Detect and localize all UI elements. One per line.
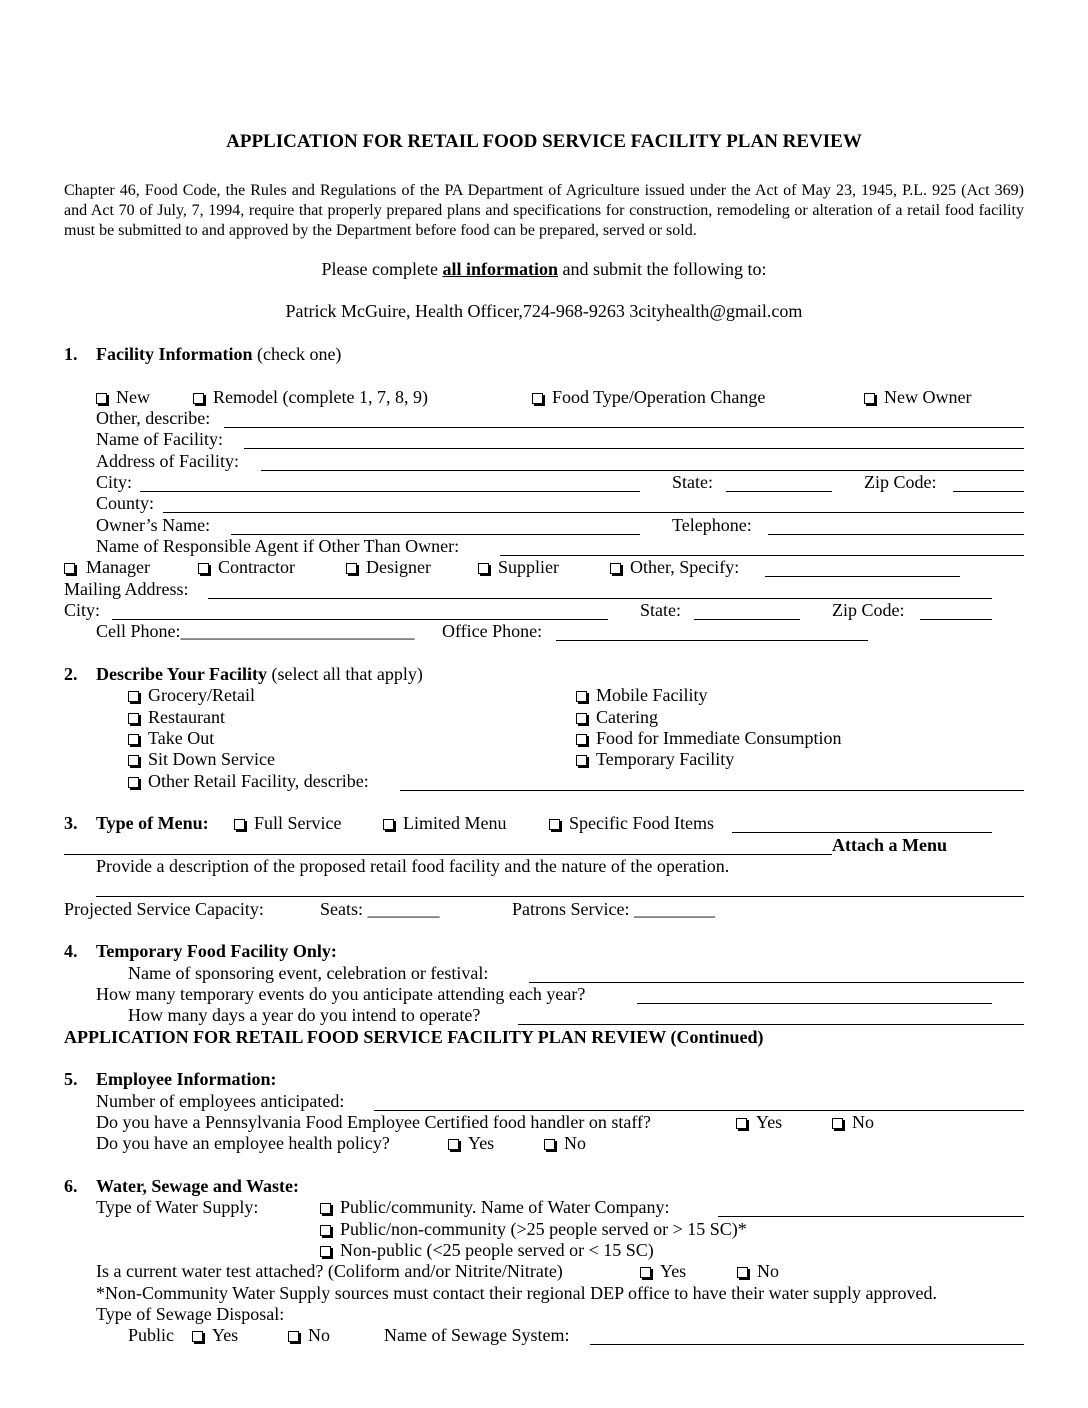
water-test-no[interactable] bbox=[737, 1261, 779, 1282]
section-2-hint: (select all that apply) bbox=[266, 664, 423, 684]
checkbox[interactable] bbox=[478, 563, 489, 574]
role-manager[interactable] bbox=[64, 557, 150, 578]
facility-description-label: Provide a description of the proposed retail food facility and the nature of the operation. bbox=[96, 856, 730, 876]
option-label: Restaurant bbox=[148, 707, 225, 727]
checkbox[interactable] bbox=[128, 713, 139, 724]
checkbox[interactable] bbox=[128, 777, 139, 788]
page-title: APPLICATION FOR RETAIL FOOD SERVICE FACILITY PLAN REVIEW bbox=[226, 131, 862, 152]
water-public-community[interactable] bbox=[320, 1197, 670, 1218]
events-per-year-label: How many temporary events do you anticipate attending each year? bbox=[96, 984, 586, 1004]
checkbox[interactable] bbox=[128, 691, 139, 702]
option-label: Yes bbox=[660, 1261, 687, 1281]
section-2-title: Describe Your Facility bbox=[96, 664, 267, 684]
sewage-public-no[interactable] bbox=[288, 1325, 330, 1346]
section-2-number: 2. bbox=[64, 664, 78, 684]
service-capacity-label: Projected Service Capacity: bbox=[64, 899, 264, 919]
menu-limited[interactable] bbox=[383, 813, 506, 834]
intro-paragraph: Chapter 46, Food Code, the Rules and Regulations of the PA Department of Agriculture issued under the Act of May 23, 1945, P.L. 925 (Act 369) and Act 70 of July, 7, 1994, require that properly prepared plans and specifications for construction, remodeling or alteration of a retail food facility must be submitted to and approved by the Department before food can be prepared, served or sold. bbox=[64, 182, 1024, 239]
checkbox[interactable] bbox=[736, 1118, 747, 1129]
checkbox[interactable] bbox=[576, 691, 587, 702]
employee-count-field[interactable] bbox=[374, 1110, 1024, 1111]
noncommunity-note: *Non-Community Water Supply sources must contact their regional DEP office to have their water supply approved. bbox=[96, 1283, 938, 1303]
menu-full-service[interactable] bbox=[234, 813, 342, 834]
section-1-number: 1. bbox=[64, 344, 78, 364]
submit-emphasis: all information bbox=[442, 259, 558, 279]
facility-type-grocery[interactable] bbox=[128, 685, 255, 706]
section-1-heading bbox=[96, 344, 341, 365]
mailing-zip-field[interactable] bbox=[920, 619, 992, 620]
option-label: Specific Food Items bbox=[569, 813, 714, 833]
health-policy-no[interactable] bbox=[544, 1133, 586, 1154]
section-6-number: 6. bbox=[64, 1176, 78, 1196]
attach-menu-note: Attach a Menu bbox=[832, 835, 947, 855]
zip-field[interactable] bbox=[953, 491, 1024, 492]
mailing-state-label: State: bbox=[640, 600, 681, 620]
option-label: No bbox=[852, 1112, 874, 1132]
sewage-system-field[interactable] bbox=[590, 1344, 1024, 1345]
option-label: No bbox=[757, 1261, 779, 1281]
option-label: Supplier bbox=[498, 557, 559, 577]
option-label: Non-public (<25 people served or < 15 SC) bbox=[340, 1240, 654, 1260]
checkbox[interactable] bbox=[576, 755, 587, 766]
mailing-address-field[interactable] bbox=[208, 598, 992, 599]
state-field[interactable] bbox=[726, 491, 832, 492]
employee-count-label: Number of employees anticipated: bbox=[96, 1091, 345, 1111]
checkbox[interactable] bbox=[448, 1139, 459, 1150]
cell-phone-label[interactable]: Cell Phone:__________________________ bbox=[96, 621, 415, 641]
mailing-state-field[interactable] bbox=[694, 619, 800, 620]
checkbox[interactable] bbox=[576, 734, 587, 745]
checkbox[interactable] bbox=[549, 819, 560, 830]
option-label: Yes bbox=[756, 1112, 783, 1132]
facility-type-take-out[interactable] bbox=[128, 728, 214, 749]
sewage-system-label: Name of Sewage System: bbox=[384, 1325, 570, 1345]
checkbox[interactable] bbox=[832, 1118, 843, 1129]
sewage-disposal-label: Type of Sewage Disposal: bbox=[96, 1304, 285, 1324]
owner-name-label: Owner’s Name: bbox=[96, 515, 211, 535]
events-per-year-field[interactable] bbox=[637, 1003, 992, 1004]
role-other[interactable] bbox=[610, 557, 739, 578]
facility-type-temporary[interactable] bbox=[576, 749, 734, 770]
role-contractor[interactable] bbox=[198, 557, 295, 578]
option-label: Food Type/Operation Change bbox=[552, 387, 766, 407]
option-label: New bbox=[116, 387, 150, 407]
section-5-number: 5. bbox=[64, 1069, 78, 1089]
water-supply-label: Type of Water Supply: bbox=[96, 1197, 259, 1217]
option-label: No bbox=[564, 1133, 586, 1153]
section-4-number: 4. bbox=[64, 941, 78, 961]
sewage-public-label: Public bbox=[128, 1325, 175, 1345]
facility-address-label: Address of Facility: bbox=[96, 451, 239, 471]
contact-info: Patrick McGuire, Health Officer,724-968-9263 3cityhealth@gmail.com bbox=[285, 301, 803, 321]
mailing-city-field[interactable] bbox=[112, 619, 608, 620]
health-policy-yes[interactable] bbox=[448, 1133, 494, 1154]
option-label: Public/non-community (>25 people served or > 15 SC)* bbox=[340, 1219, 747, 1239]
mailing-zip-label: Zip Code: bbox=[832, 600, 905, 620]
checkbox[interactable] bbox=[128, 734, 139, 745]
days-per-year-field[interactable] bbox=[518, 1024, 1024, 1025]
option-remodel[interactable] bbox=[193, 387, 428, 408]
certified-yes[interactable] bbox=[736, 1112, 782, 1133]
checkbox[interactable] bbox=[192, 1331, 203, 1342]
owner-name-field[interactable] bbox=[231, 534, 640, 535]
option-new[interactable] bbox=[96, 387, 150, 408]
checkbox[interactable] bbox=[576, 713, 587, 724]
option-label: Sit Down Service bbox=[148, 749, 275, 769]
sewage-public-yes[interactable] bbox=[192, 1325, 238, 1346]
county-label: County: bbox=[96, 493, 155, 513]
checkbox[interactable] bbox=[96, 393, 107, 404]
facility-type-catering[interactable] bbox=[576, 707, 658, 728]
mailing-city-label: City: bbox=[64, 600, 101, 620]
checkbox[interactable] bbox=[234, 819, 245, 830]
city-field[interactable] bbox=[140, 491, 640, 492]
checkbox[interactable] bbox=[320, 1203, 331, 1214]
checkbox[interactable] bbox=[737, 1267, 748, 1278]
facility-description-field[interactable] bbox=[96, 896, 1024, 897]
checkbox[interactable] bbox=[320, 1246, 331, 1257]
menu-specific-items[interactable] bbox=[549, 813, 714, 834]
facility-type-sit-down[interactable] bbox=[128, 749, 275, 770]
section-1-hint: (check one) bbox=[252, 344, 342, 364]
submit-instructions bbox=[0, 259, 1088, 280]
days-per-year-label: How many days a year do you intend to operate? bbox=[128, 1005, 481, 1025]
agent-name-field[interactable] bbox=[500, 555, 1024, 556]
checkbox[interactable] bbox=[320, 1225, 331, 1236]
checkbox[interactable] bbox=[610, 563, 621, 574]
option-label: Yes bbox=[468, 1133, 495, 1153]
option-label: No bbox=[308, 1325, 330, 1345]
specific-items-field-continued[interactable] bbox=[64, 854, 832, 855]
water-public-noncommunity[interactable] bbox=[320, 1219, 747, 1240]
facility-type-other-field[interactable] bbox=[400, 790, 1024, 791]
submit-post: and submit the following to: bbox=[557, 259, 767, 279]
option-label: Manager bbox=[86, 557, 150, 577]
checkbox[interactable] bbox=[532, 393, 543, 404]
facility-type-immediate[interactable] bbox=[576, 728, 841, 749]
option-label: Limited Menu bbox=[403, 813, 507, 833]
facility-type-restaurant[interactable] bbox=[128, 707, 225, 728]
state-label: State: bbox=[672, 472, 713, 492]
option-label: Full Service bbox=[254, 813, 342, 833]
section-1-title: Facility Information bbox=[96, 344, 253, 364]
section-2-heading bbox=[96, 664, 423, 685]
option-label: Public/community. Name of Water Company: bbox=[340, 1197, 670, 1217]
agent-name-label: Name of Responsible Agent if Other Than Owner: bbox=[96, 536, 460, 556]
role-other-field[interactable] bbox=[765, 576, 960, 577]
facility-type-other[interactable] bbox=[128, 771, 369, 792]
city-label: City: bbox=[96, 472, 133, 492]
facility-type-mobile[interactable] bbox=[576, 685, 708, 706]
option-label: New Owner bbox=[884, 387, 972, 407]
patrons-field[interactable]: Patrons Service: _________ bbox=[512, 899, 715, 919]
checkbox[interactable] bbox=[640, 1267, 651, 1278]
option-label: Temporary Facility bbox=[596, 749, 735, 769]
continued-heading: APPLICATION FOR RETAIL FOOD SERVICE FACILITY PLAN REVIEW (Continued) bbox=[64, 1027, 764, 1047]
section-3-number: 3. bbox=[64, 813, 78, 833]
specific-items-field[interactable] bbox=[732, 832, 992, 833]
other-describe-label: Other, describe: bbox=[96, 408, 211, 428]
option-label: Catering bbox=[596, 707, 658, 727]
certified-no[interactable] bbox=[832, 1112, 874, 1133]
water-nonpublic[interactable] bbox=[320, 1240, 654, 1261]
facility-name-label: Name of Facility: bbox=[96, 429, 223, 449]
option-label: Other, Specify: bbox=[630, 557, 740, 577]
facility-address-field[interactable] bbox=[261, 470, 1024, 471]
role-supplier[interactable] bbox=[478, 557, 559, 578]
option-label: Food for Immediate Consumption bbox=[596, 728, 842, 748]
submit-pre: Please complete bbox=[321, 259, 443, 279]
sponsoring-event-label: Name of sponsoring event, celebration or festival: bbox=[128, 963, 489, 983]
section-5-title: Employee Information: bbox=[96, 1069, 277, 1089]
section-6-title: Water, Sewage and Waste: bbox=[96, 1176, 300, 1196]
checkbox[interactable] bbox=[288, 1331, 299, 1342]
option-label: Mobile Facility bbox=[596, 685, 708, 705]
role-designer[interactable] bbox=[346, 557, 431, 578]
checkbox[interactable] bbox=[383, 819, 394, 830]
water-test-yes[interactable] bbox=[640, 1261, 686, 1282]
office-phone-label: Office Phone: bbox=[442, 621, 543, 641]
telephone-field[interactable] bbox=[768, 534, 1024, 535]
option-label: Remodel (complete 1, 7, 8, 9) bbox=[213, 387, 428, 407]
checkbox[interactable] bbox=[193, 393, 204, 404]
checkbox[interactable] bbox=[128, 755, 139, 766]
checkbox[interactable] bbox=[64, 563, 75, 574]
mailing-address-label: Mailing Address: bbox=[64, 579, 189, 599]
option-label: Yes bbox=[212, 1325, 239, 1345]
section-4-title: Temporary Food Facility Only: bbox=[96, 941, 337, 961]
seats-field[interactable]: Seats: ________ bbox=[320, 899, 440, 919]
checkbox[interactable] bbox=[544, 1139, 555, 1150]
facility-name-field[interactable] bbox=[244, 448, 1024, 449]
option-food-type-change[interactable] bbox=[532, 387, 765, 408]
telephone-label: Telephone: bbox=[672, 515, 752, 535]
sponsoring-event-field[interactable] bbox=[529, 982, 1024, 983]
section-3-title: Type of Menu: bbox=[96, 813, 209, 833]
office-phone-field[interactable] bbox=[556, 640, 868, 641]
county-field[interactable] bbox=[163, 512, 1024, 513]
option-label: Designer bbox=[366, 557, 431, 577]
option-label: Other Retail Facility, describe: bbox=[148, 771, 369, 791]
water-company-field[interactable] bbox=[718, 1216, 1024, 1217]
water-test-label: Is a current water test attached? (Coliform and/or Nitrite/Nitrate) bbox=[96, 1261, 563, 1281]
other-describe-field[interactable] bbox=[224, 427, 1024, 428]
health-policy-label: Do you have an employee health policy? bbox=[96, 1133, 390, 1153]
option-label: Take Out bbox=[148, 728, 215, 748]
option-new-owner[interactable] bbox=[864, 387, 971, 408]
checkbox[interactable] bbox=[864, 393, 875, 404]
checkbox[interactable] bbox=[346, 563, 357, 574]
zip-label: Zip Code: bbox=[864, 472, 937, 492]
checkbox[interactable] bbox=[198, 563, 209, 574]
option-label: Grocery/Retail bbox=[148, 685, 255, 705]
certified-handler-label: Do you have a Pennsylvania Food Employee Certified food handler on staff? bbox=[96, 1112, 652, 1132]
option-label: Contractor bbox=[218, 557, 295, 577]
